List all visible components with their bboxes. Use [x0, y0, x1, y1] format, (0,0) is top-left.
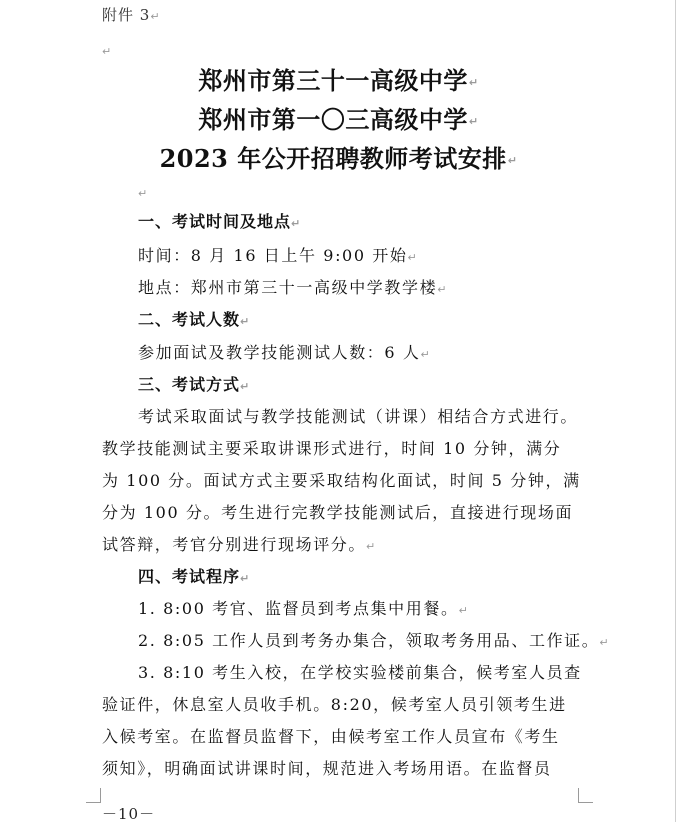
paragraph-mark-icon: ↵ — [291, 217, 302, 230]
paragraph-mark-icon: ↵ — [240, 315, 251, 328]
paragraph-mark-icon: ↵ — [138, 187, 148, 200]
procedure-step-2: 2. 8:05 工作人员到考务办集合，领取考务用品、工作证。↵ — [138, 631, 611, 650]
paragraph-mark-icon: ↵ — [150, 10, 161, 23]
attachment-label: 附件 3↵ — [102, 6, 161, 24]
paragraph-mark-icon: ↵ — [437, 283, 449, 296]
candidate-count-text: 参加面试及教学技能测试人数：6 人↵ — [138, 343, 432, 362]
method-paragraph-line: 教学技能测试主要采取讲课形式进行，时间 10 分钟，满分 — [102, 439, 562, 458]
method-paragraph-line: 为 100 分。面试方式主要采取结构化面试，时间 5 分钟，满 — [102, 471, 581, 490]
method-paragraph-line: 试答辩，考官分别进行现场评分。↵ — [102, 535, 377, 554]
margin-corner-mark — [578, 788, 593, 803]
title-line-1: 郑州市第三十一高级中学↵ — [198, 66, 479, 95]
paragraph-mark-icon: ↵ — [420, 348, 432, 361]
paragraph-mark-icon: ↵ — [468, 115, 479, 128]
paragraph-mark-icon: ↵ — [407, 251, 419, 264]
paragraph-mark-icon: ↵ — [599, 636, 611, 649]
paragraph-mark-icon: ↵ — [102, 45, 112, 58]
exam-place-text: 地点：郑州市第三十一高级中学教学楼↵ — [138, 278, 449, 297]
procedure-step-3-line: 验证件，休息室人员收手机。8:20，候考室人员引领考生进 — [102, 695, 567, 714]
procedure-step-3-line: 入候考室。在监督员监督下，由候考室工作人员宣布《考生 — [102, 727, 560, 746]
section-heading-count: 二、考试人数↵ — [138, 310, 251, 329]
section-heading-time-place: 一、考试时间及地点↵ — [138, 212, 302, 231]
paragraph-mark-icon: ↵ — [240, 572, 251, 585]
title-line-3: 2023 年公开招聘教师考试安排↵ — [159, 144, 518, 173]
procedure-step-3-line: 须知》，明确面试讲课时间，规范进入考场用语。在监督员 — [102, 759, 552, 778]
page-number: －10－ — [102, 805, 156, 823]
method-paragraph-line: 分为 100 分。考生进行完教学技能测试后，直接进行现场面 — [102, 503, 574, 522]
paragraph-mark-icon: ↵ — [458, 604, 470, 617]
paragraph-mark-icon: ↵ — [240, 380, 251, 393]
section-heading-procedure: 四、考试程序↵ — [138, 567, 251, 586]
paragraph-mark-icon: ↵ — [507, 154, 518, 167]
paragraph-mark-icon: ↵ — [366, 540, 377, 553]
paragraph-mark-icon: ↵ — [468, 76, 479, 89]
procedure-step-1: 1. 8:00 考官、监督员到考点集中用餐。↵ — [138, 599, 470, 618]
section-heading-method: 三、考试方式↵ — [138, 375, 251, 394]
margin-corner-mark — [86, 788, 101, 803]
exam-time-text: 时间：8 月 16 日上午 9:00 开始↵ — [138, 246, 419, 265]
method-paragraph-line: 考试采取面试与教学技能测试（讲课）相结合方式进行。 — [138, 407, 579, 426]
procedure-step-3-line: 3. 8:10 考生入校，在学校实验楼前集合，候考室人员查 — [138, 663, 582, 682]
title-line-2: 郑州市第一〇三高级中学↵ — [198, 105, 479, 134]
